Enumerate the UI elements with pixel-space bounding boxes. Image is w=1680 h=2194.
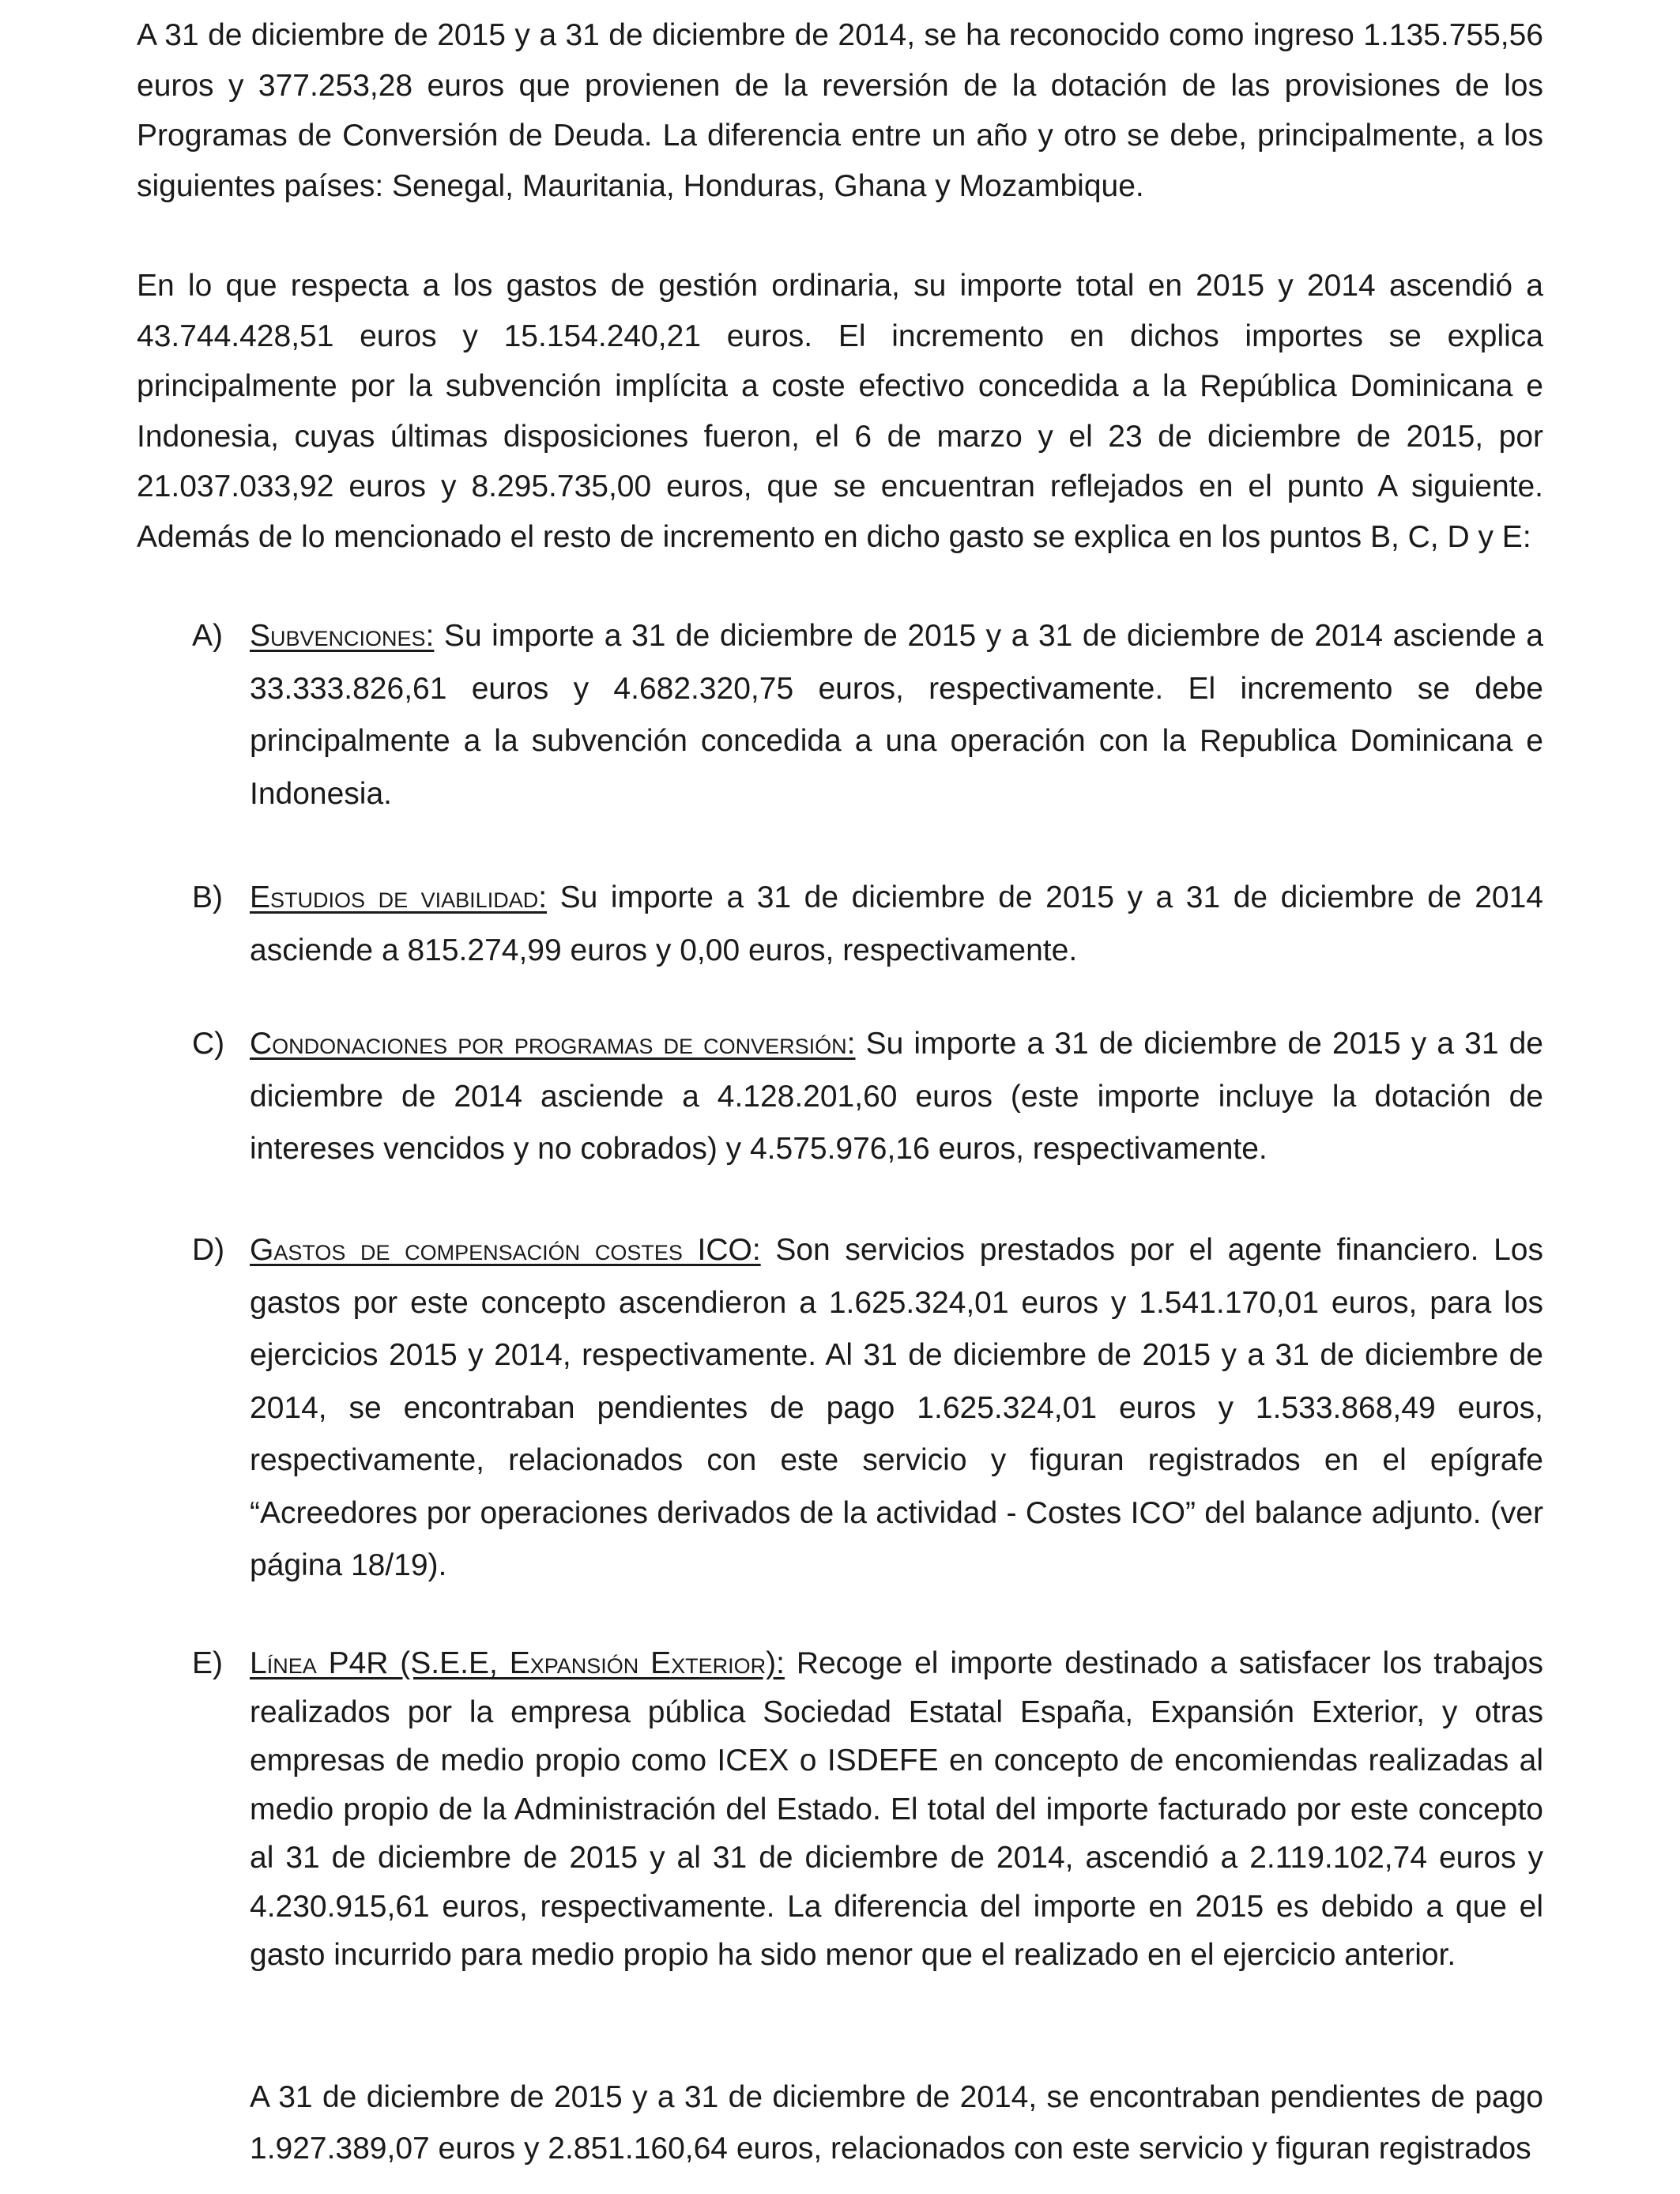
list-marker: B) — [192, 880, 223, 914]
list-item-body — [250, 1224, 1543, 1593]
item-text: Son servicios prestados por el agente financiero. Los gastos por este concepto ascendieron a 1.625.324,01 euros y 1.541.170,01 euros, para los ejercicios 2015 y 2014, respectivamente. Al 31 de diciembre de 2015 y a 31 de diciembre de 2014, se encontraban pendientes de pago 1.625.324,01 euros y 1.533.868,49 euros, respectivamente, relacionados con este servicio y figuran registrados en el epígrafe “Acreedores por operaciones derivados de la actividad - Costes ICO” del balance adjunto. (ver página 18/19). — [250, 1233, 1543, 1582]
list-item-c — [192, 1018, 1543, 1176]
list-marker: E) — [192, 1646, 223, 1680]
list-item-e — [192, 1639, 1543, 1980]
list-marker: D) — [192, 1233, 225, 1267]
item-text: Su importe a 31 de diciembre de 2015 y a 31 de diciembre de 2014 asciende a 33.333.826,61 euros y 4.682.320,75 euros, respectivamente. El incremento se debe principalmente a la subvención concedida a una operación con la Republica Dominicana e Indonesia. — [250, 619, 1543, 811]
item-heading: Subvenciones: — [250, 619, 435, 653]
item-heading: Línea P4R (S.E.E, Expansión Exterior): — [250, 1646, 785, 1680]
item-heading: Gastos de compensación costes ICO: — [250, 1233, 761, 1267]
list-item-d — [192, 1224, 1543, 1593]
item-text: Su importe a 31 de diciembre de 2015 y a 31 de diciembre de 2014 asciende a 815.274,99 euros y 0,00 euros, respectivamente. — [250, 880, 1543, 967]
gastos-paragraph: En lo que respecta a los gastos de gestión ordinaria, su importe total en 2015 y 2014 ascendió a 43.744.428,51 euros y 15.154.240,21 euros. El incremento en dichos importes se explica principalmente por la subvención implícita a coste efectivo concedida a la República Dominicana e Indonesia, cuyas últimas disposiciones fueron, el 6 de marzo y el 23 de diciembre de 2015, por 21.037.033,92 euros y 8.295.735,00 euros, que se encuentran reflejados en el punto A siguiente. Además de lo mencionado el resto de incremento en dicho gasto se explica en los puntos B, C, D y E: — [137, 269, 1543, 554]
list-item-body — [250, 1639, 1543, 1980]
item-text: Recoge el importe destinado a satisfacer los trabajos realizados por la empresa pública Sociedad Estatal España, Expansión Exterior, y otras empresas de medio propio como ICEX o ISDEFE en concepto de encomiendas realizadas al medio propio de la Administración del Estado. El total del importe facturado por este concepto al 31 de diciembre de 2015 y al 31 de diciembre de 2014, ascendió a 2.119.102,74 euros y 4.230.915,61 euros, respectivamente. La diferencia del importe en 2015 es debido a que el gasto incurrido para medio propio ha sido menor que el realizado en el ejercicio anterior. — [250, 1646, 1543, 1972]
item-heading: Condonaciones por programas de conversión: — [250, 1027, 856, 1061]
list-marker: C) — [192, 1027, 225, 1061]
list-item-body — [250, 610, 1543, 820]
list-item-b — [192, 872, 1543, 977]
item-text: Su importe a 31 de diciembre de 2015 y a 31 de diciembre de 2014 asciende a 4.128.201,60 euros (este importe incluye la dotación de intereses vencidos y no cobrados) y 4.575.976,16 euros, respectivamente. — [250, 1027, 1543, 1166]
list-marker: A) — [192, 619, 223, 653]
list-item-body — [250, 1018, 1543, 1176]
item-heading: Estudios de viabilidad: — [250, 880, 548, 914]
closing-paragraph: A 31 de diciembre de 2015 y a 31 de diciembre de 2014, se encontraban pendientes de pago 1.927.389,07 euros y 2.851.160,64 euros, relacionados con este servicio y figuran registrados — [250, 2080, 1543, 2166]
intro-paragraph: A 31 de diciembre de 2015 y a 31 de diciembre de 2014, se ha reconocido como ingreso 1.135.755,56 euros y 377.253,28 euros que provienen de la reversión de la dotación de las provisiones de los Programas de Conversión de Deuda. La diferencia entre un año y otro se debe, principalmente, a los siguientes países: Senegal, Mauritania, Honduras, Ghana y Mozambique. — [137, 18, 1543, 203]
list-item-a — [192, 610, 1543, 820]
list-item-body — [250, 872, 1543, 977]
